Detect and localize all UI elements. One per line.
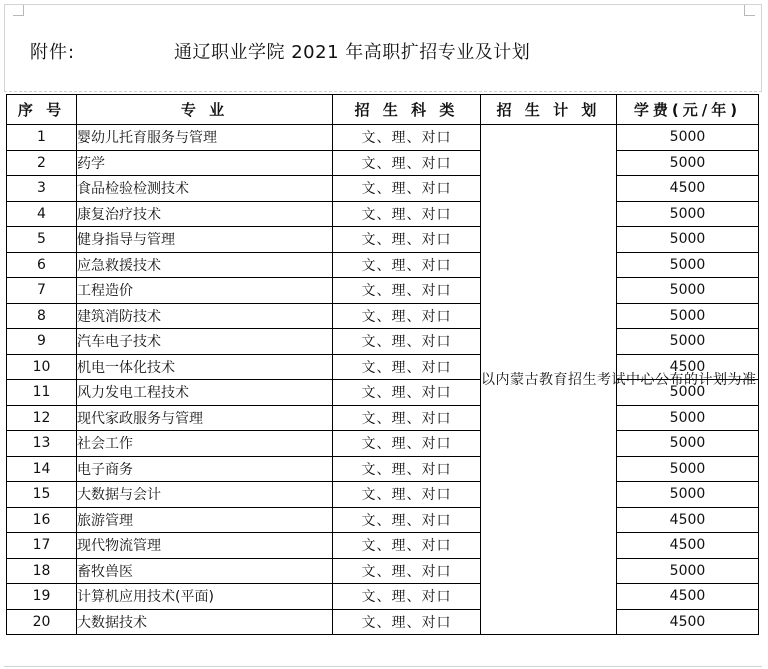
- enrollment-category: 文、理、对口: [333, 354, 481, 380]
- tuition-fee: 5000: [617, 482, 759, 508]
- row-number: 9: [7, 329, 77, 355]
- row-number: 20: [7, 609, 77, 635]
- enrollment-category: 文、理、对口: [333, 558, 481, 584]
- tuition-fee: 5000: [617, 201, 759, 227]
- tuition-fee: 5000: [617, 125, 759, 151]
- major-name: 现代家政服务与管理: [77, 405, 333, 431]
- table-row: [7, 482, 759, 508]
- table-row: [7, 558, 759, 584]
- row-number: 14: [7, 456, 77, 482]
- enrollment-category: 文、理、对口: [333, 176, 481, 202]
- major-name: 康复治疗技术: [77, 201, 333, 227]
- major-name: 计算机应用技术(平面): [77, 584, 333, 610]
- enrollment-category: 文、理、对口: [333, 278, 481, 304]
- tuition-fee: 5000: [617, 558, 759, 584]
- crop-mark-top-left: [13, 5, 24, 16]
- table-row: [7, 584, 759, 610]
- enrollment-plan-table: [6, 94, 759, 635]
- tuition-fee: 4500: [617, 584, 759, 610]
- tuition-fee: 5000: [617, 405, 759, 431]
- crop-mark-top-right: [744, 5, 755, 16]
- tuition-fee: 4500: [617, 609, 759, 635]
- table-row: [7, 431, 759, 457]
- major-name: 应急救援技术: [77, 252, 333, 278]
- table-row: [7, 201, 759, 227]
- tuition-fee: 5000: [617, 431, 759, 457]
- major-name: 大数据技术: [77, 609, 333, 635]
- major-name: 大数据与会计: [77, 482, 333, 508]
- row-number: 16: [7, 507, 77, 533]
- major-name: 婴幼儿托育服务与管理: [77, 125, 333, 151]
- row-number: 15: [7, 482, 77, 508]
- enrollment-category: 文、理、对口: [333, 329, 481, 355]
- enrollment-category: 文、理、对口: [333, 507, 481, 533]
- enrollment-category: 文、理、对口: [333, 456, 481, 482]
- row-number: 10: [7, 354, 77, 380]
- attachment-label: 附件:: [30, 42, 76, 63]
- major-name: 畜牧兽医: [77, 558, 333, 584]
- table-row: [7, 227, 759, 253]
- tuition-fee: 5000: [617, 303, 759, 329]
- row-number: 18: [7, 558, 77, 584]
- major-name: 旅游管理: [77, 507, 333, 533]
- table-row: [7, 150, 759, 176]
- table-row: [7, 176, 759, 202]
- page-bottom-border: [4, 666, 762, 667]
- enrollment-category: 文、理、对口: [333, 584, 481, 610]
- major-name: 健身指导与管理: [77, 227, 333, 253]
- row-number: 3: [7, 176, 77, 202]
- major-name: 现代物流管理: [77, 533, 333, 559]
- row-number: 7: [7, 278, 77, 304]
- column-header-plan: 招 生 计 划: [481, 95, 617, 125]
- major-name: 机电一体化技术: [77, 354, 333, 380]
- column-header-fee: 学费(元/年): [617, 95, 759, 125]
- tuition-fee: 4500: [617, 176, 759, 202]
- row-number: 12: [7, 405, 77, 431]
- tuition-fee: 5000: [617, 329, 759, 355]
- major-name: 社会工作: [77, 431, 333, 457]
- row-number: 5: [7, 227, 77, 253]
- tuition-fee: 5000: [617, 278, 759, 304]
- column-header-no: 序 号: [7, 95, 77, 125]
- tuition-fee: 4500: [617, 533, 759, 559]
- major-name: 建筑消防技术: [77, 303, 333, 329]
- enrollment-category: 文、理、对口: [333, 303, 481, 329]
- enrollment-category: 文、理、对口: [333, 405, 481, 431]
- major-name: 电子商务: [77, 456, 333, 482]
- enrollment-category: 文、理、对口: [333, 150, 481, 176]
- row-number: 6: [7, 252, 77, 278]
- column-header-category: 招 生 科 类: [333, 95, 481, 125]
- row-number: 1: [7, 125, 77, 151]
- enrollment-plan-note: 以内蒙古教育招生考试中心公布的计划为准: [481, 125, 617, 635]
- major-name: 风力发电工程技术: [77, 380, 333, 406]
- row-number: 17: [7, 533, 77, 559]
- major-name: 药学: [77, 150, 333, 176]
- column-header-major: 专 业: [77, 95, 333, 125]
- document-title: 通辽职业学院 2021 年高职扩招专业及计划: [174, 42, 531, 63]
- row-number: 19: [7, 584, 77, 610]
- enrollment-category: 文、理、对口: [333, 533, 481, 559]
- tuition-fee: 5000: [617, 150, 759, 176]
- major-name: 工程造价: [77, 278, 333, 304]
- table-header-row: [7, 95, 759, 125]
- enrollment-category: 文、理、对口: [333, 252, 481, 278]
- tuition-fee: 4500: [617, 354, 759, 380]
- enrollment-category: 文、理、对口: [333, 125, 481, 151]
- tuition-fee: 5000: [617, 456, 759, 482]
- row-number: 8: [7, 303, 77, 329]
- table-row: [7, 533, 759, 559]
- table-row: [7, 278, 759, 304]
- enrollment-category: 文、理、对口: [333, 201, 481, 227]
- table-row: [7, 252, 759, 278]
- table-row: [7, 405, 759, 431]
- enrollment-category: 文、理、对口: [333, 431, 481, 457]
- table-row: [7, 456, 759, 482]
- major-name: 汽车电子技术: [77, 329, 333, 355]
- tuition-fee: 4500: [617, 507, 759, 533]
- enrollment-category: 文、理、对口: [333, 482, 481, 508]
- table-row: [7, 609, 759, 635]
- enrollment-category: 文、理、对口: [333, 227, 481, 253]
- tuition-fee: 5000: [617, 227, 759, 253]
- row-number: 4: [7, 201, 77, 227]
- table-row: [7, 125, 759, 151]
- major-name: 食品检验检测技术: [77, 176, 333, 202]
- tuition-fee: 5000: [617, 252, 759, 278]
- row-number: 11: [7, 380, 77, 406]
- tuition-fee: 5000: [617, 380, 759, 406]
- row-number: 2: [7, 150, 77, 176]
- enrollment-category: 文、理、对口: [333, 380, 481, 406]
- table-row: [7, 303, 759, 329]
- table-row: [7, 329, 759, 355]
- enrollment-category: 文、理、对口: [333, 609, 481, 635]
- row-number: 13: [7, 431, 77, 457]
- table-row: [7, 507, 759, 533]
